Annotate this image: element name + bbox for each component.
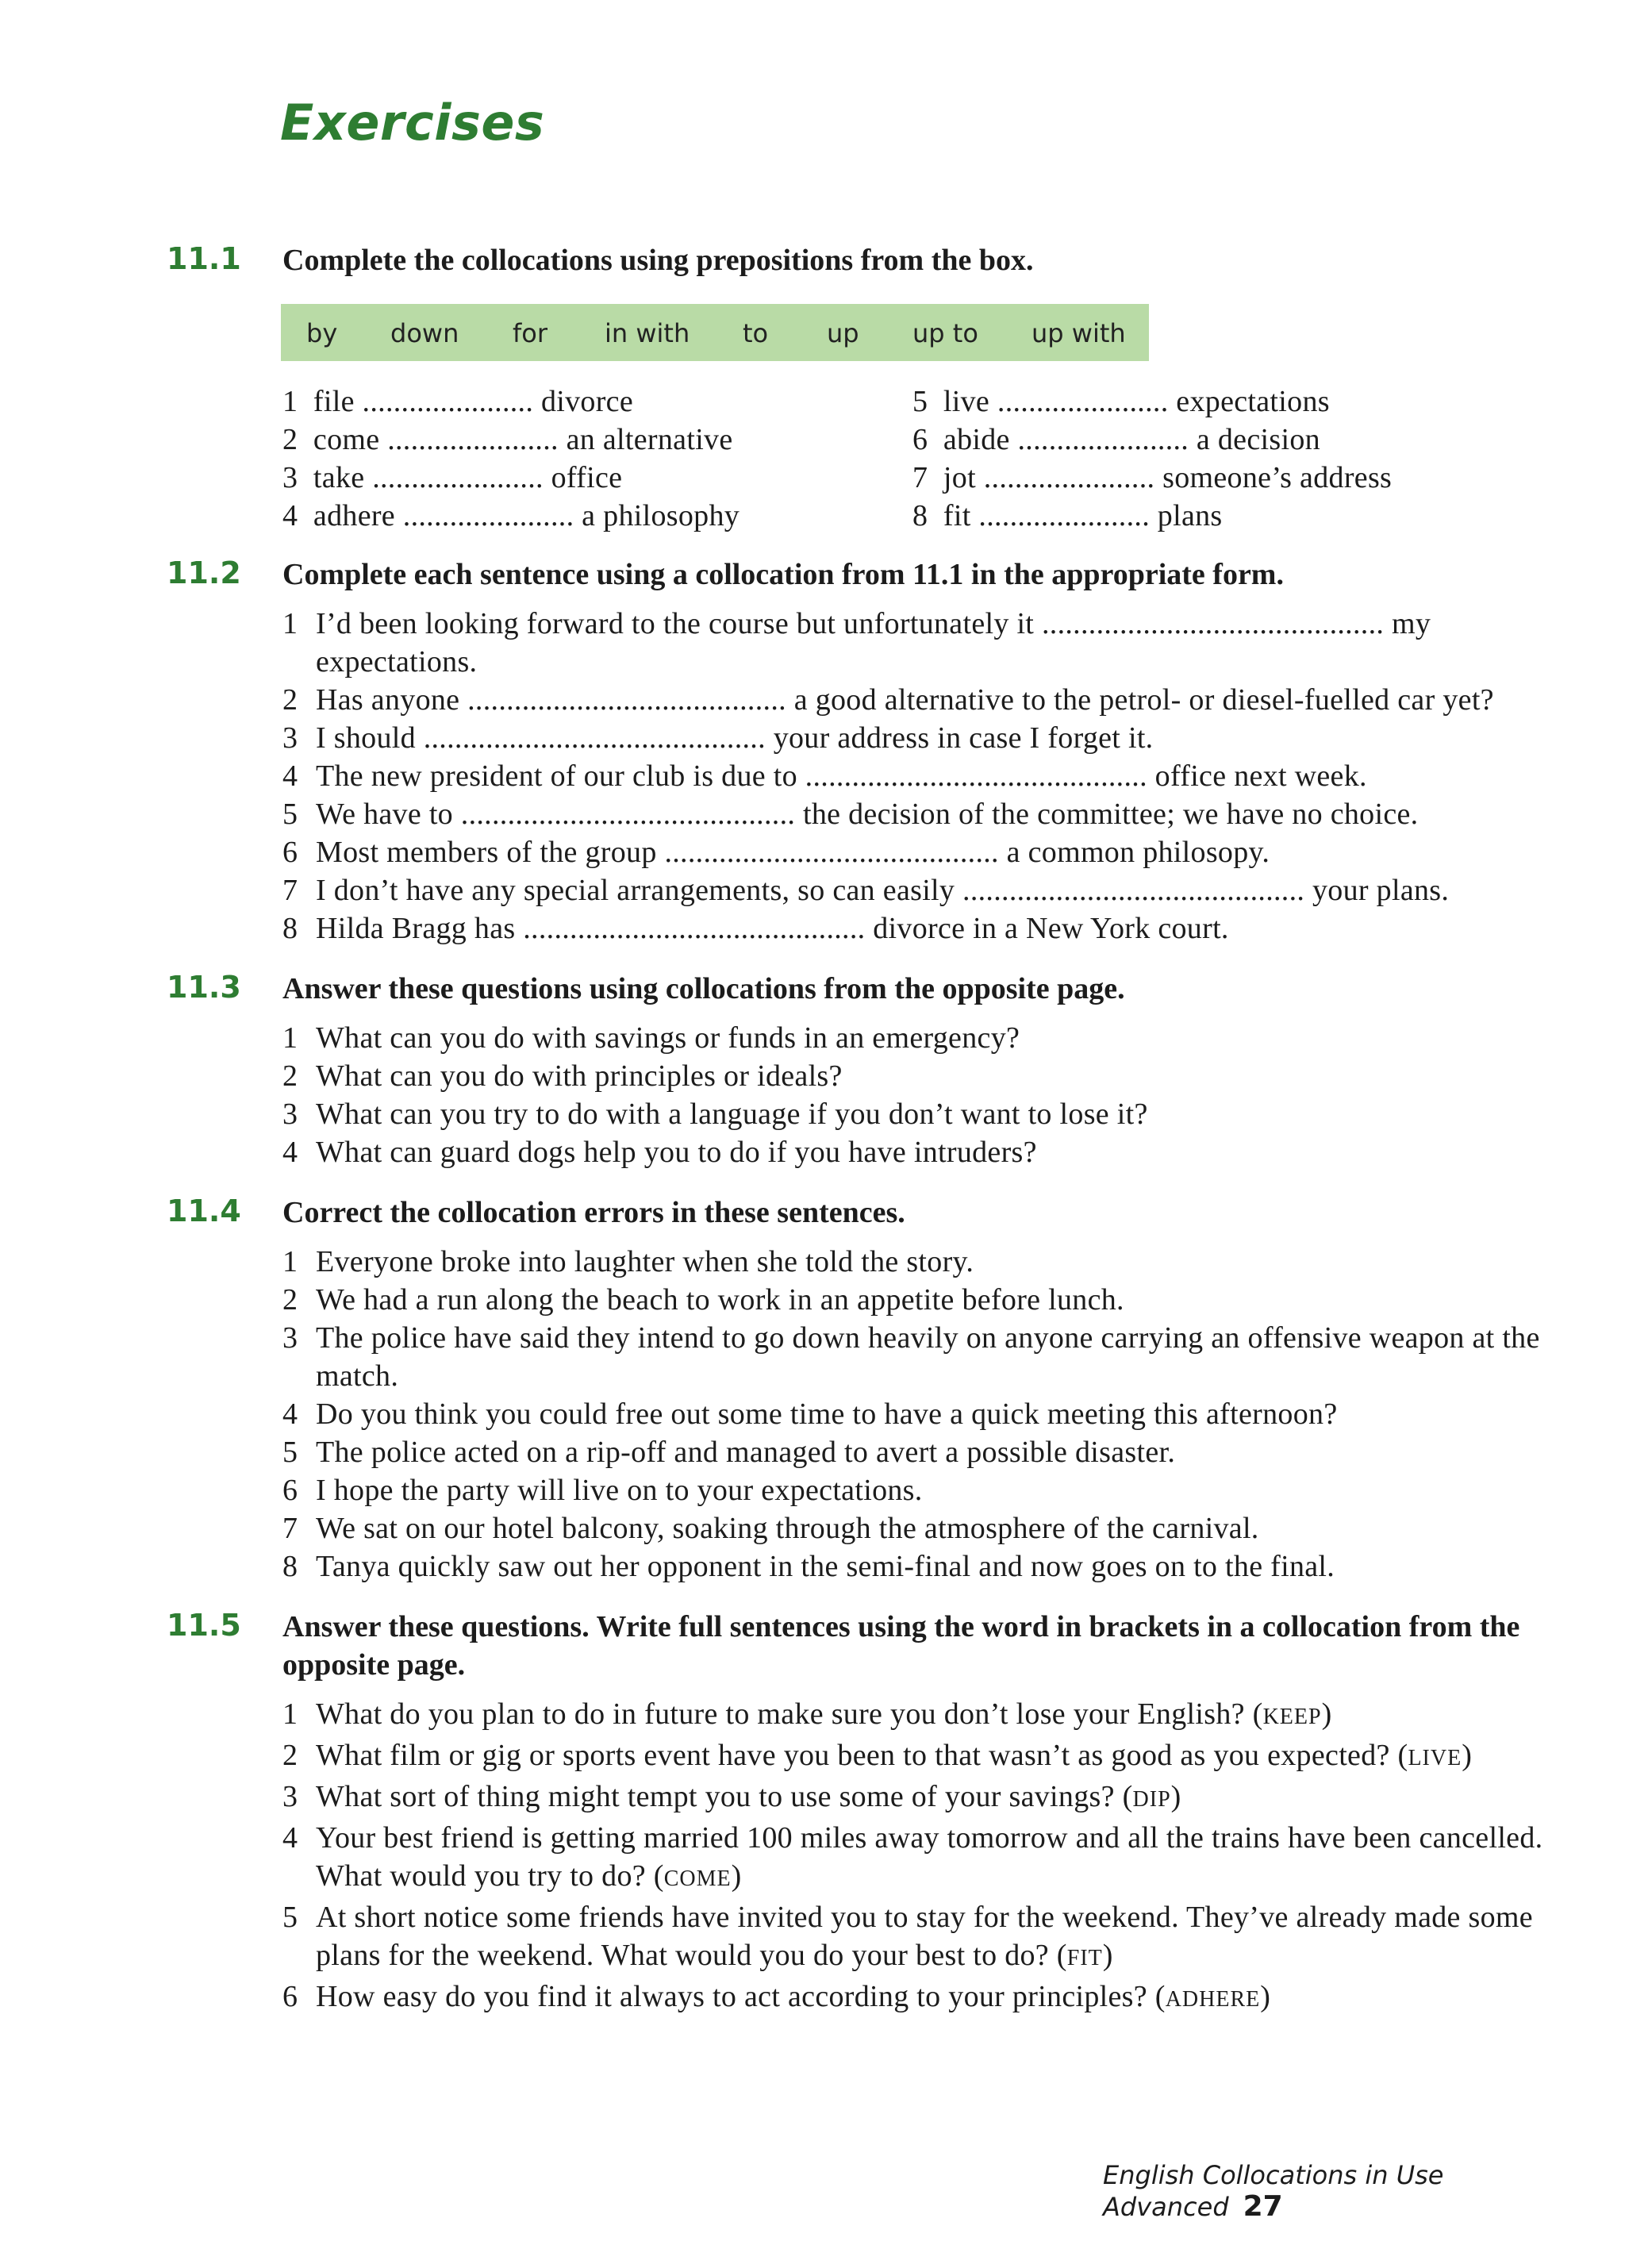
list-item: 1 I’d been looking forward to the course but unfortunately it ............................................ my expectations.: [282, 607, 1431, 678]
list-item: 2 We had a run along the beach to work in an appetite before lunch.: [282, 1283, 1124, 1317]
list-item: 8 Tanya quickly saw out her opponent in the semi-final and now goes on to the final.: [282, 1550, 1335, 1583]
page-title: Exercises: [280, 94, 545, 152]
box-word: down: [390, 318, 459, 348]
list-item: 6 I hope the party will live on to your expectations.: [282, 1474, 923, 1507]
list-item: 5 At short notice some friends have invited you to stay for the weekend. They’ve already made some plans for the weekend. What would you do your best to do? (FIT): [282, 1901, 1533, 1972]
list-item: 3 The police have said they intend to go down heavily on anyone carrying an offensive weapon at the match.: [282, 1321, 1540, 1393]
book-title: English Collocations in Use Advanced: [1103, 2160, 1444, 2222]
bracket-word: FIT: [1066, 1946, 1103, 1970]
list-item: 4 The new president of our club is due to ............................................ office next week.: [282, 759, 1367, 793]
box-word: in with: [605, 318, 690, 348]
box-word: up to: [912, 318, 978, 348]
list-item: 1 What do you plan to do in future to make sure you don’t lose your English? (KEEP): [282, 1697, 1332, 1731]
exercise-instruction: Answer these questions using collocations from the opposite page.: [282, 972, 1125, 1005]
list-item: 7 jot ...................... someone’s address: [912, 461, 1393, 494]
bracket-word: LIVE: [1408, 1746, 1462, 1770]
list-item: 5 We have to ........................................... the decision of the committee; we have no choice.: [282, 798, 1419, 831]
item-list: [282, 1243, 1568, 1586]
exercise-number: 11.1: [167, 241, 241, 276]
list-item: 2 Has anyone ......................................... a good alternative to the petrol- or diesel-fuelled car yet?: [282, 683, 1494, 717]
list-item: 2 come ...................... an alternative: [282, 423, 733, 456]
preposition-box: [281, 304, 1149, 361]
list-item: 2 What film or gig or sports event have you been to that wasn’t as good as you expected? (LIVE): [282, 1739, 1473, 1772]
list-item: 2 What can you do with principles or ideals?: [282, 1059, 843, 1093]
list-item: 1 What can you do with savings or funds in an emergency?: [282, 1021, 1020, 1055]
box-word: to: [743, 318, 769, 348]
exercise-number: 11.5: [167, 1608, 241, 1643]
box-word: up with: [1031, 318, 1126, 348]
item-list: [282, 605, 1568, 948]
exercise-instruction: Complete each sentence using a collocation from 11.1 in the appropriate form.: [282, 558, 1284, 591]
item-list: [282, 1019, 1568, 1171]
bracket-word: DIP: [1132, 1787, 1171, 1812]
exercise-instruction: Correct the collocation errors in these sentences.: [282, 1196, 905, 1229]
list-item: 4 adhere ...................... a philosophy: [282, 499, 740, 532]
box-word: up: [827, 318, 859, 348]
exercise-number: 11.4: [167, 1194, 241, 1228]
bracket-word: COME: [663, 1866, 732, 1891]
page-footer: [1103, 2160, 1625, 2223]
box-word: by: [306, 318, 338, 348]
box-word: for: [513, 318, 547, 348]
list-item: 8 fit ...................... plans: [912, 499, 1223, 532]
exercise-number: 11.2: [167, 555, 241, 590]
list-item: 1 file ...................... divorce: [282, 385, 634, 418]
list-item: 3 What can you try to do with a language if you don’t want to lose it?: [282, 1097, 1148, 1131]
list-item: 8 Hilda Bragg has ............................................ divorce in a New York court.: [282, 912, 1229, 945]
list-item: 5 live ...................... expectations: [912, 385, 1330, 418]
list-item: 3 I should ............................................ your address in case I forget it.: [282, 721, 1154, 755]
page-number: 27: [1243, 2190, 1283, 2223]
list-item: 6 How easy do you find it always to act according to your principles? (ADHERE): [282, 1980, 1271, 2013]
list-item: 5 The police acted on a rip-off and managed to avert a possible disaster.: [282, 1436, 1176, 1469]
list-item: 1 Everyone broke into laughter when she told the story.: [282, 1245, 974, 1278]
bracket-word: KEEP: [1262, 1705, 1322, 1729]
exercise-number: 11.3: [167, 970, 241, 1005]
list-item: 4 Your best friend is getting married 100 miles away tomorrow and all the trains have been cancelled. What would you try to do? (COME): [282, 1821, 1543, 1893]
item-list: [282, 1695, 1568, 2019]
list-item: 7 We sat on our hotel balcony, soaking through the atmosphere of the carnival.: [282, 1512, 1259, 1545]
list-item: 4 Do you think you could free out some time to have a quick meeting this afternoon?: [282, 1397, 1338, 1431]
list-item: 3 What sort of thing might tempt you to use some of your savings? (DIP): [282, 1780, 1181, 1813]
list-item: 7 I don’t have any special arrangements, so can easily ............................................ your plans.: [282, 874, 1450, 907]
exercise-instruction: Complete the collocations using prepositions from the box.: [282, 244, 1034, 277]
list-item: 4 What can guard dogs help you to do if you have intruders?: [282, 1136, 1037, 1169]
list-item: 6 Most members of the group ........................................... a common philosopy.: [282, 836, 1270, 869]
list-item: 3 take ...................... office: [282, 461, 623, 494]
list-item: 6 abide ...................... a decision: [912, 423, 1320, 456]
exercise-instruction: Answer these questions. Write full sentences using the word in brackets in a collocation from the opposite page.: [282, 1610, 1520, 1682]
bracket-word: ADHERE: [1165, 1987, 1261, 2012]
